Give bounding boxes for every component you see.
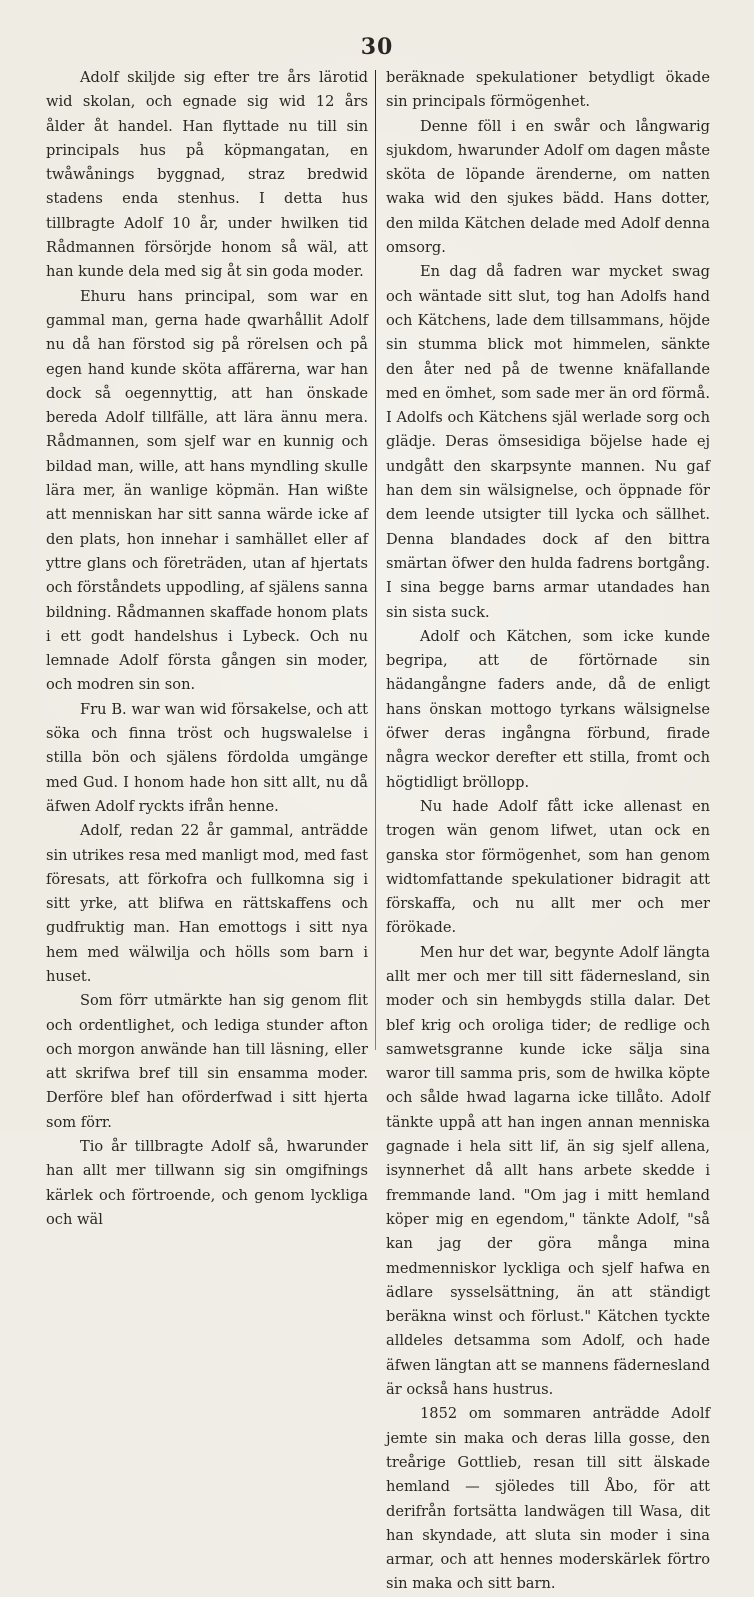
left-text-column bbox=[46, 66, 368, 1232]
column-divider bbox=[375, 70, 376, 1050]
paragraph: Men hur det war, begynte Adolf längta allt mer och mer till sitt fädernesland, sin moder och sin hembygds stilla dalar. Det blef krig och oroliga tider; de redlige och samwetsgranne kunde icke sälja sina waror till samma pris, som de hwilka köpte och sålde hwad lagarna icke tillåto. Adolf tänkte uppå att han ingen annan menniska gagnade i hela sitt lif, än sig sjelf allena, isynnerhet då allt hans arbete skedde i fremmande land. "Om jag i mitt hemland köper mig en egendom," tänkte Adolf, "så kan jag der göra många mina medmenniskor lyckliga och sjelf hafwa en ädlare sysselsättning, än att ständigt beräkna winst och förlust." Kätchen tyckte alldeles detsamma som Adolf, och hade äfwen längtan att se mannens fädernesland är också hans hustrus. bbox=[386, 943, 711, 1399]
paragraph: En dag då fadren war mycket swag och wäntade sitt slut, tog han Adolfs hand och Kätchens, lade dem tillsammans, höjde sin stumma blick mot himmelen, sänkte den åter ned på de twenne knäfallande med en ömhet, som sade mer än ord förmå. I Adolfs och Kätchens själ werlade sorg och glädje. Deras ömsesidiga böjelse hade ej undgått den skarpsynte mannen. Nu gaf han dem sin wälsignelse, och öppnade för dem leende utsigter till lycka och sällhet. Denna blandades dock af den bittra smärtan öfwer den hulda fadrens bortgång. I sina begge barns armar utandades han sin sista suck. bbox=[386, 263, 710, 621]
paragraph: Adolf skiljde sig efter tre års lärotid wid skolan, och egnade sig wid 12 års ålder åt handel. Han flyttade nu till sin principals hus på köpmangatan, en twåwånings byggnad, straz bredwid stadens enda stenhus. I detta hus tillbragte Adolf 10 år, under hwilken tid Rådmannen försörjde honom så wäl, att han kunde dela med sig åt sin goda moder. bbox=[46, 69, 368, 281]
right-text-column bbox=[386, 66, 710, 1597]
paragraph: Nu hade Adolf fått icke allenast en trogen wän genom lifwet, utan ock en ganska stor förmögenhet, som han genom widtomfattande spekulationer bidragit att förskaffa, och nu allt mer och mer förökade. bbox=[386, 797, 710, 937]
paragraph: Adolf, redan 22 år gammal, anträdde sin utrikes resa med manligt mod, med fast föresats, att förkofra och fullkomna sig i sitt yrke, att blifwa en rättskaffens och gudfruktig man. Han emottogs i sitt nya hem med wälwilja och hölls som barn i huset. bbox=[46, 822, 368, 985]
paragraph: Adolf och Kätchen, som icke kunde begripa, att de förtörnade sin hädangångne faders ande, då de enligt hans önskan mottogo tyrkans wälsignelse öfwer deras ingångna förbund, firade några weckor derefter ett stilla, fromt och högtidligt bröllopp. bbox=[386, 627, 710, 791]
page-number: 30 bbox=[360, 34, 394, 60]
paragraph-continued: beräknade spekulationer betydligt ökade sin principals förmögenhet. bbox=[386, 69, 710, 111]
paragraph: Som förr utmärkte han sig genom flit och ordentlighet, och lediga stunder afton och morgon anwände han till läsning, eller att skrifwa bref till sin ensamma moder. Derföre blef han oförderfwad i sitt hjerta som förr. bbox=[46, 992, 368, 1131]
paragraph: Fru B. war wan wid försakelse, och att söka och finna tröst och hugswalelse i stilla bön och själens fördolda umgänge med Gud. I honom hade hon sitt allt, nu då äfwen Adolf ryckts ifrån henne. bbox=[46, 700, 368, 815]
paragraph: Tio år tillbragte Adolf så, hwarunder han allt mer tillwann sig sin omgifnings kärlek och förtroende, och genom lyckliga och wäl bbox=[46, 1138, 368, 1228]
paragraph: Ehuru hans principal, som war en gammal man, gerna hade qwarhållit Adolf nu då han förstod sig på rörelsen och på egen hand kunde sköta affärerna, war han dock så oegennyttig, att han önskade bereda Adolf tillfälle, att lära ännu mera. Rådmannen, som sjelf war en kunnig och bildad man, wille, att hans myndling skulle lära mer, än wanlige köpmän. Han wißte att menniskan har sitt sanna wärde icke af den plats, hon innehar i samhället eller af yttre glans och företräden, utan af hjertats och förståndets uppodling, af själens sanna bildning. Rådmannen skaffade honom plats i ett godt handelshus i Lybeck. Och nu lemnade Adolf första gången sin moder, och modren sin son. bbox=[46, 287, 368, 694]
paragraph: Denne föll i en swår och långwarig sjukdom, hwarunder Adolf om dagen måste sköta de löpande ärenderne, om natten waka wid den sjukes bädd. Hans dotter, den milda Kätchen delade med Adolf denna omsorg. bbox=[386, 117, 710, 257]
paragraph: 1852 om sommaren anträdde Adolf jemte sin maka och deras lilla gosse, den treårige Gottlieb, resan till sitt älskade hemland — sjöledes till Åbo, för att derifrån fortsätta landwägen till Wasa, dit han skyndade, att sluta sin moder i sina armar, och att hennes moderskärlek förtro sin maka och sitt barn. bbox=[386, 1405, 710, 1593]
